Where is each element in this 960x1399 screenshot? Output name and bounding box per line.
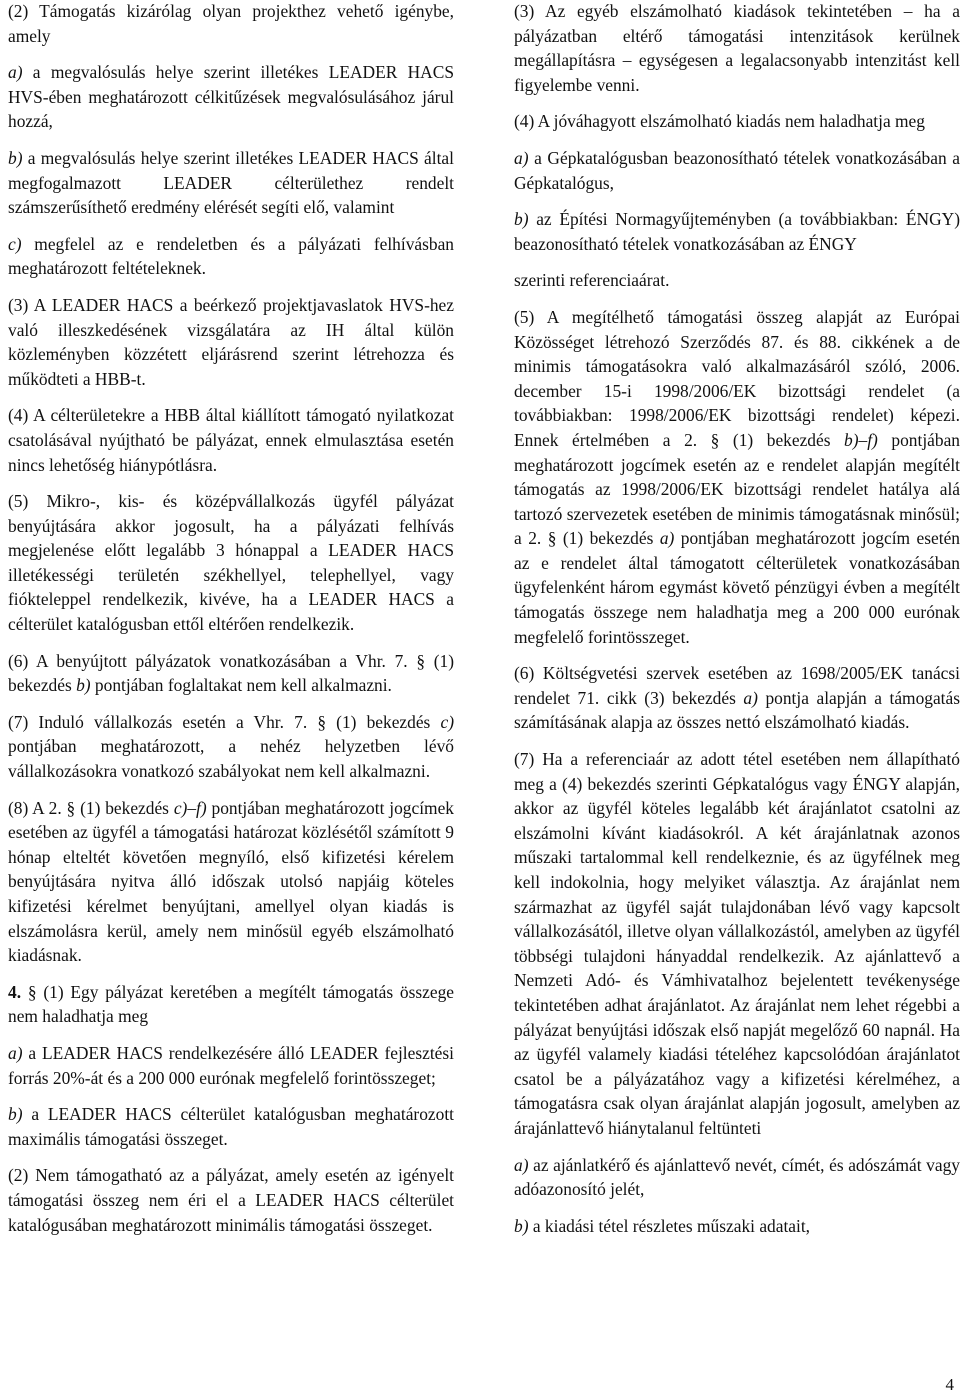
text-run: c) <box>8 233 22 254</box>
text-run: pontja alapján a támogatás számításának alapja az összes nettó elszámolható kiadás. <box>514 687 960 733</box>
text-run: a megvalósulás helye szerint illetékes LEADER HACS által megfogalmazott LEADER célterülethez rendelt számszerűsíthető eredmény elérését segíti elő, valamint <box>8 147 454 218</box>
text-run: a) <box>659 528 675 549</box>
text-run: b)–f) <box>844 429 878 450</box>
text-run: (7) Ha a referenciaár az adott tétel esetében nem állapítható meg a (4) bekezdés szerinti Gépkatalógus vagy ÉNGY alapján, akkor az ügyfél köteles legalább két árajánlatot csatolni az elszámolni kívánt kiadásokról. A két árajánlatnak azonos műszaki tartalommal kell rendelkeznie, és az ügyfélnek meg kell indokolnia, hogy melyiket választja. Az árajánlat nem származhat az ügyfél saját tulajdonában lévő vagy kapcsolt vállalkozásától, illetve olyan vállalkozástól, amelyben az ügyfél többségi tulajdoni hányaddal rendelkezik. Az ajánlattevő a Nemzeti Adó- és Vámhivatalhoz bejelentett tevékenysége tekintetében adhat árajánlatot. Az árajánlat nem lehet régebbi a pályázat benyújtási időszak első napját megelőző 60 napnál. Ha az ügyfél valamely kiadási tételéhez kapcsolódóan árajánlatot csatol be a pályázatához vagy a kifizetési kérelméhez, a támogatásra csak olyan árajánlat alapján jogosult, amelyben az árajánlattevő hiánytalanul feltünteti <box>514 749 960 1138</box>
text-run: a) <box>514 1154 529 1175</box>
paragraph <box>8 796 454 968</box>
text-run: a kiadási tétel részletes műszaki adatait, <box>528 1215 811 1236</box>
text-run: a LEADER HACS rendelkezésére álló LEADER fejlesztési forrás 20%-át és a 200 000 eurónak megfelelő forintösszeget; <box>8 1042 454 1088</box>
paragraph <box>8 649 454 698</box>
text-run: pontjában foglaltakat nem kell alkalmazni. <box>90 675 392 696</box>
text-run: (2) Támogatás kizárólag olyan projekthez vehető igénybe, amely <box>8 1 454 46</box>
text-run: (6) A benyújtott pályázatok vonatkozásában a Vhr. 7. § (1) bekezdés <box>8 650 454 696</box>
paragraph <box>8 710 454 784</box>
text-run: (5) A megítélhető támogatási összeg alapját az Európai Közösséget létrehozó Szerződés 87. és 88. cikkének a de minimis támogatásokra való alkalmazásáról szóló, 2006. december 15-i 1998/2006/EK bizottsági rendelet (a továbbiakban: 1998/2006/EK bizottsági rendelet) képezi. Ennek értelmében a 2. § (1) bekezdés <box>514 306 960 450</box>
text-run: pontjában meghatározott, a nehéz helyzetben lévő vállalkozásokra vonatkozó szabályokat nem kell alkalmazni. <box>8 736 454 782</box>
text-run: (5) Mikro-, kis- és középvállalkozás ügyfél pályázat benyújtására akkor jogosult, ha a pályázati felhívás megjelenése előtt legalább 3 hónappal a LEADER HACS illetékességi területén székhellyel, telephellyel, vagy fiókteleppel rendelkezik, kivéve, ha a LEADER HACS a célterület katalógusban ettől eltérően rendelkezik. <box>8 491 454 635</box>
paragraph <box>514 207 960 256</box>
paragraph <box>8 232 454 281</box>
text-run: szerinti referenciaárat. <box>514 270 670 291</box>
paragraph <box>8 1102 454 1151</box>
paragraph <box>8 293 454 391</box>
text-run: az ajánlatkérő és ajánlattevő nevét, címét, és adószámát vagy adóazonosító jelét, <box>514 1154 960 1200</box>
paragraph <box>514 747 960 1141</box>
paragraph <box>514 268 960 293</box>
right-column <box>514 0 960 1250</box>
paragraph <box>8 489 454 637</box>
text-run: (6) Költségvetési szervek esetében az 1698/2005/EK tanácsi rendelet 71. cikk (3) bekezdés <box>514 663 960 708</box>
paragraph <box>8 980 454 1029</box>
paragraph <box>8 1163 454 1237</box>
text-run: b) <box>8 1104 23 1125</box>
paragraph <box>514 661 960 735</box>
text-run: a) <box>8 1042 23 1063</box>
text-run: az Építési Normagyűjteményben (a továbbiakban: ÉNGY) beazonosítható tételek vonatkozásában az ÉNGY <box>514 209 960 254</box>
text-run: (4) A célterületekre a HBB által kiállított támogató nyilatkozat csatolásával nyújtható be pályázat, ennek elmulasztása esetén nincs lehetőség hiánypótlásra. <box>8 405 454 475</box>
paragraph <box>8 403 454 477</box>
text-run: a megvalósulás helye szerint illetékes LEADER HACS HVS-ében meghatározott célkitűzések megvalósulásához járul hozzá, <box>8 62 454 132</box>
text-run: a) <box>8 62 23 83</box>
text-run: (3) Az egyéb elszámolható kiadások tekintetében – ha a pályázatban eltérő támogatási intenzitások kerülnek megállapításra – egységesen a legalacsonyabb intenzitást kell figyelembe venni. <box>514 1 960 95</box>
text-run: pontjában meghatározott jogcím esetén az e rendelet által támogatott célterületek vonatkozásában ügyfelenként három egymást követő pénzügyi évben a megítélt támogatás összege nem haladhatja meg a 200 000 eurónak megfelelő forintösszeget. <box>514 528 960 647</box>
text-run: b) <box>514 1215 529 1236</box>
text-run: (2) Nem támogatható az a pályázat, amely esetén az igényelt támogatási összeg nem éri el a LEADER HACS célterület katalógusában meghatározott minimális támogatási összeget. <box>8 1165 454 1235</box>
text-run: (8) A 2. § (1) bekezdés <box>8 797 174 818</box>
text-run: a LEADER HACS célterület katalógusban meghatározott maximális támogatási összeget. <box>8 1104 454 1149</box>
paragraph <box>514 1214 960 1239</box>
paragraph <box>514 0 960 97</box>
text-run: a) <box>514 147 529 168</box>
text-run: b) <box>514 209 529 230</box>
paragraph <box>8 60 454 134</box>
paragraph <box>514 305 960 649</box>
text-run: megfelel az e rendeletben és a pályázati felhívásban meghatározott feltételeknek. <box>8 233 454 279</box>
text-run: (4) A jóváhagyott elszámolható kiadás nem haladhatja meg <box>514 111 925 132</box>
left-column <box>8 0 454 1249</box>
text-run: pontjában meghatározott jogcímek esetében az ügyfél a támogatási határozat közlésétől számított 9 hónap elteltét követően megnyíló, első kifizetési kérelem benyújtására nyitva álló időszak utolsó napjáig köteles kifizetési kérelmet benyújtani, amellyel olyan kiadás is elszámolásra kerül, amely nem minősül egyéb elszámolható kiadásnak. <box>8 797 454 966</box>
text-run: § (1) Egy pályázat keretében a megítélt támogatás összege nem haladhatja meg <box>8 981 454 1027</box>
text-run: c)–f) <box>173 797 207 818</box>
text-run: (7) Induló vállalkozás esetén a Vhr. 7. § (1) bekezdés <box>8 711 441 732</box>
text-run: 4. <box>8 981 22 1002</box>
page-number: 4 <box>945 1375 954 1394</box>
paragraph <box>514 109 960 134</box>
text-run: pontjában meghatározott jogcímek esetén az e rendelet alapján megítélt támogatás az 1998/2006/EK bizottsági rendelet hatálya alá tartozó szervezetek esetében de minimis támogatásnak minősül; a 2. § (1) bekezdés <box>514 429 960 549</box>
text-run: a) <box>743 687 758 708</box>
text-run: (3) A LEADER HACS a beérkező projektjavaslatok HVS-hez való illeszkedésének vizsgálatára az IH által külön közleményben közzétett eljárásrend szerint létrehozza és működteti a HBB-t. <box>8 294 454 389</box>
paragraph <box>8 1041 454 1090</box>
text-run: b) <box>76 675 91 696</box>
paragraph <box>8 0 454 48</box>
text-run: b) <box>8 147 23 168</box>
text-run: c) <box>440 711 454 732</box>
paragraph <box>8 146 454 220</box>
text-run: a Gépkatalógusban beazonosítható tételek vonatkozásában a Gépkatalógus, <box>514 147 960 193</box>
paragraph <box>514 146 960 195</box>
paragraph <box>514 1153 960 1202</box>
